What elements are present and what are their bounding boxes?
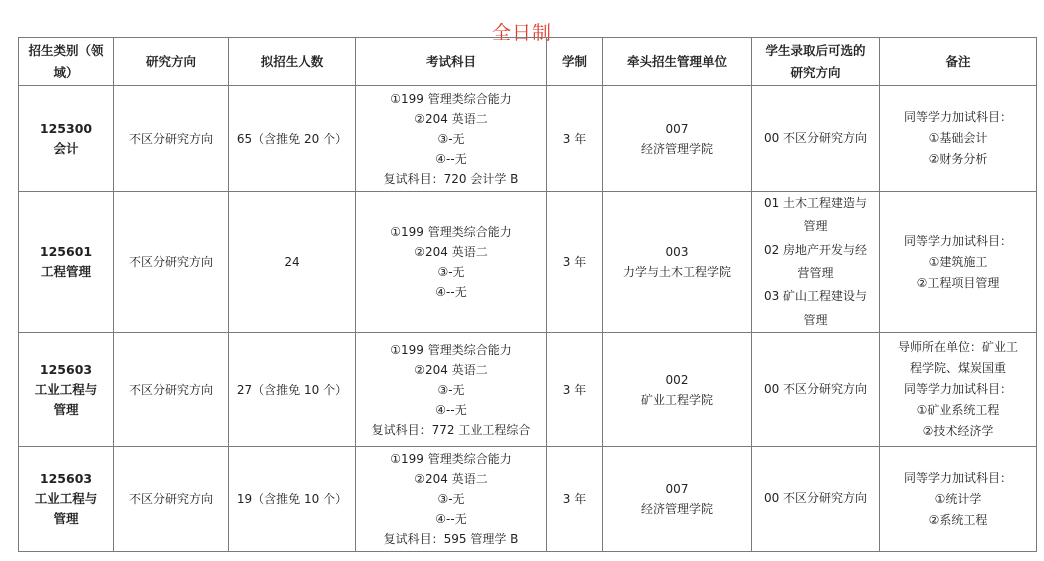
category-cell: 125300 会计 xyxy=(19,86,114,192)
remarks-cell: 同等学力加试科目： ①统计学 ②系统工程 xyxy=(880,447,1037,552)
header-row xyxy=(19,38,1037,86)
selectable-cell: 01 土木工程建造与 管理 02 房地产开发与经 营管理 03 矿山工程建设与 管理 xyxy=(752,192,880,333)
quota-cell: 65（含推免 20 个） xyxy=(229,86,356,192)
header-unit: 牵头招生管理单位 xyxy=(603,38,752,86)
header-selectable: 学生录取后可选的 研究方向 xyxy=(752,38,880,86)
category-cell: 125601 工程管理 xyxy=(19,192,114,333)
table-row xyxy=(19,192,1037,333)
subjects-cell: ①199 管理类综合能力 ②204 英语二 ③-无 ④--无 xyxy=(356,192,547,333)
header-quota: 拟招生人数 xyxy=(229,38,356,86)
category-cell: 125603 工业工程与 管理 xyxy=(19,447,114,552)
subjects-cell: ①199 管理类综合能力 ②204 英语二 ③-无 ④--无 复试科目：720 会计学 B xyxy=(356,86,547,192)
quota-cell: 27（含推免 10 个） xyxy=(229,333,356,447)
selectable-cell: 00 不区分研究方向 xyxy=(752,333,880,447)
duration-cell: 3 年 xyxy=(547,86,603,192)
remarks-cell: 导师所在单位：矿业工 程学院、煤炭国重 同等学力加试科目： ①矿业系统工程 ②技术经济学 xyxy=(880,333,1037,447)
table-row xyxy=(19,447,1037,552)
direction-cell: 不区分研究方向 xyxy=(114,86,229,192)
header-direction: 研究方向 xyxy=(114,38,229,86)
page-title: 全日制 xyxy=(491,22,552,44)
header-duration: 学制 xyxy=(547,38,603,86)
header-category: 招生类别（领 域） xyxy=(19,38,114,86)
unit-cell: 007 经济管理学院 xyxy=(603,86,752,192)
direction-cell: 不区分研究方向 xyxy=(114,192,229,333)
header-subjects: 考试科目 xyxy=(356,38,547,86)
admissions-table xyxy=(18,37,1037,552)
selectable-cell: 00 不区分研究方向 xyxy=(752,86,880,192)
direction-cell: 不区分研究方向 xyxy=(114,333,229,447)
subjects-cell: ①199 管理类综合能力 ②204 英语二 ③-无 ④--无 复试科目：595 管理学 B xyxy=(356,447,547,552)
remarks-cell: 同等学力加试科目： ①基础会计 ②财务分析 xyxy=(880,86,1037,192)
unit-cell: 002 矿业工程学院 xyxy=(603,333,752,447)
selectable-cell: 00 不区分研究方向 xyxy=(752,447,880,552)
remarks-cell: 同等学力加试科目： ①建筑施工 ②工程项目管理 xyxy=(880,192,1037,333)
unit-cell: 003 力学与土木工程学院 xyxy=(603,192,752,333)
table-row xyxy=(19,86,1037,192)
quota-cell: 24 xyxy=(229,192,356,333)
duration-cell: 3 年 xyxy=(547,447,603,552)
duration-cell: 3 年 xyxy=(547,333,603,447)
table-row xyxy=(19,333,1037,447)
quota-cell: 19（含推免 10 个） xyxy=(229,447,356,552)
duration-cell: 3 年 xyxy=(547,192,603,333)
unit-cell: 007 经济管理学院 xyxy=(603,447,752,552)
subjects-cell: ①199 管理类综合能力 ②204 英语二 ③-无 ④--无 复试科目：772 工业工程综合 xyxy=(356,333,547,447)
category-cell: 125603 工业工程与 管理 xyxy=(19,333,114,447)
direction-cell: 不区分研究方向 xyxy=(114,447,229,552)
header-remarks: 备注 xyxy=(880,38,1037,86)
